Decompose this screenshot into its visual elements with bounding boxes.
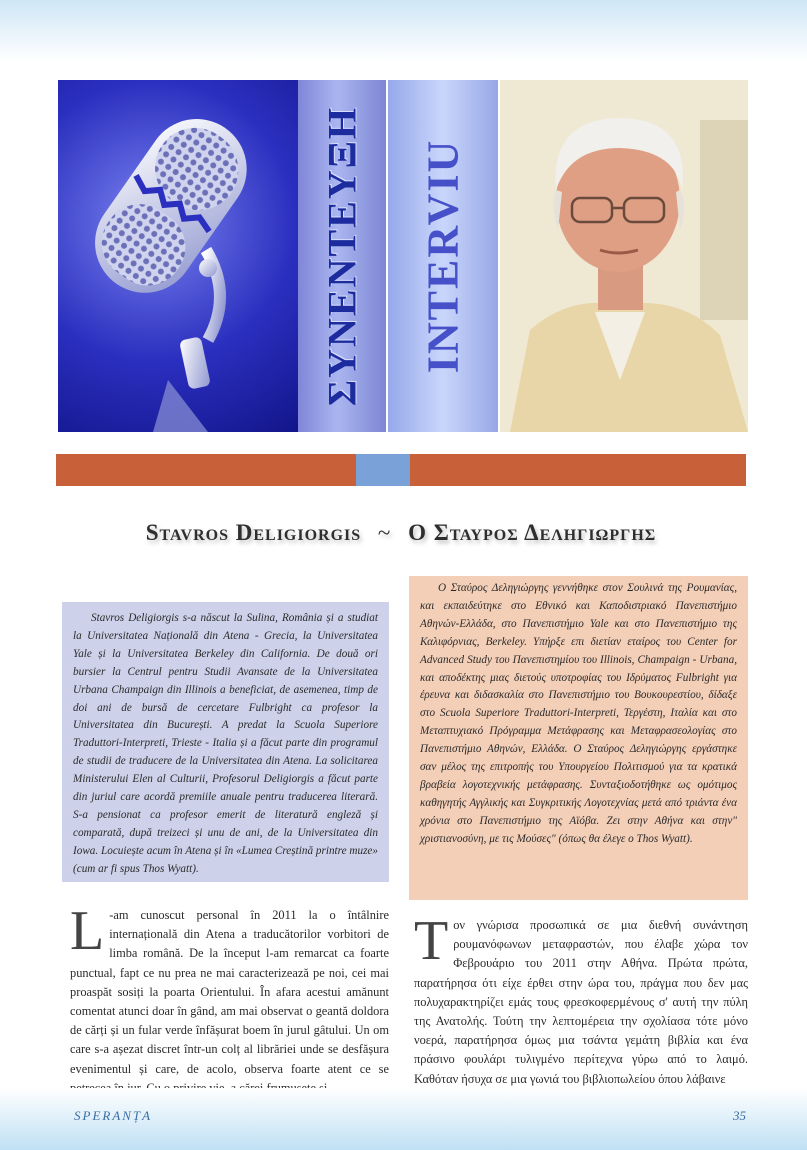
header-label-greek: ΣΥΝΕΝΤΕΥΞΗ (319, 106, 365, 406)
title-greek: Ο Σταυρος Δεληγιωργης (408, 520, 657, 545)
microphone-illustration (58, 80, 298, 432)
header-collage (58, 80, 748, 432)
title-separator: ~ (377, 520, 392, 545)
article-column-greek (414, 910, 748, 1089)
footer-page-number: 35 (733, 1108, 746, 1123)
article-column-romanian (70, 900, 389, 1098)
top-gradient-band (0, 0, 807, 62)
bio-text-romanian: Stavros Deligiorgis s-a născut la Sulina, România și a studiat la Universitatea Națională din Atena - Grecia, la Universitatea Yale și la Universitatea Berkeley din California. De două ori bursier la Centrul pentru Studii Avansate de la Universitatea Urbana Champaign din Illinois a beneficiat, de asemenea, timp de doi ani de bursă de cercetare Fulbright ca profesor la Universitatea din București. A predat la Scuola Superiore Traduttori-Interpreti, Trieste - Italia și a făcut parte din programul de studii de traducere de la Universitatea din Atena. La solicitarea Ministerului Elen al Culturii, Profesorul Deligiorgis a făcut parte din juriul care acordă premiile anuale pentru traducerea literară. S-a pensionat ca profesor emerit de literatură engleză și comparată, după treizeci și unu de ani, de la Universitatea din Iowa. Locuiește acum în Atena și în «Lumea Creștină printre muze» (cum ar fi spus Thos Wyatt). (73, 612, 378, 875)
portrait-photo (500, 80, 748, 432)
dropcap-romanian: L (70, 900, 105, 962)
decorative-orange-bar (56, 454, 746, 486)
decorative-blue-block (356, 454, 410, 486)
article-title (56, 520, 746, 546)
bio-box-greek (409, 576, 748, 900)
greek-label-bar (298, 80, 386, 432)
footer-magazine-name: SPERANȚA (74, 1108, 153, 1123)
header-label-romanian: INTERVIU (418, 138, 468, 374)
article-text-romanian: -am cunoscut personal în 2011 la o întâlnire internațională din Atena a traducătorilor vorbitori de limba română. De la început l-am remarcat ca foarte punctual, fapt ce nu prea ne mai caracterizează pe noi, cei mai proaspăt sosiți la poarta Orientului. În afara acestui amănunt comentat atunci doar în gând, am mai observat o geantă doldora de cărți și un fular verde înfășurat boem în jurul gâtului. Un om care s-a așezat discret într-un colț al librăriei unde se desfășura evenimentul și care, de acolo, observa foarte atent ce se (70, 908, 389, 1076)
romanian-label-bar (388, 80, 498, 432)
dropcap-greek: Τ (414, 910, 449, 972)
bio-box-romanian (62, 602, 389, 882)
article-text-greek: ον γνώρισα προσωπικά σε μια διεθνή συνάντηση ρουμανόφωνων μεταφραστών, που έλαβε χώρα τον Φεβρουάριο του 2011 στην Αθήνα. Πρώτα πρώτα, παρατήρησα ότι είχε έρθει στην ώρα του, πράγμα που δεν μας πολυχαρακτηρίζει εμάς τους φρεσκοφερμένους σ' αυτή την πύλη της Ανατολής. Τούτη την λεπτομέρεια την σχολίασα τότε μόνο νοερά, παρατήρησα όμως μια τσάντα γεμάτη βιβλία και ένα πράσινο φουλάρι τυλιγμένο περίτεχνα γύρω από το λαιμό. Καθόταν ήσυχα σε μια γωνιά του βιβλιοπωλείου όπου λάβαινε (414, 918, 748, 1086)
bio-text-greek: Ο Σταύρος Δεληγιώργης γεννήθηκε στον Σουλινά της Ρουμανίας, και εκπαιδεύτηκε στο Εθνικό και Καποδιστριακό Πανεπιστήμιο Αθηνών-Ελλάδα, στο Πανεπιστήμιο Yale και στο Πανεπιστήμιο της Καλιφόρνιας, Berkeley. Υπήρξε επι διετίαν εταίρος του Center for Advanced Study του Πανεπιστημίου του Illinois, Champaign - Urbana, και αποδέκτης μιας διετούς υποτροφίας του Ιδρύματος Fulbright για έρευνα και διδασκαλία στο Πανεπιστήμιο του Βουκουρεστίου, δίδαξε στο Scuola Superiore Traduttori-Interpreti, Τεργέστη, Ιταλία και στο Μεταπτυχιακό Πρόγραμμα Μετάφρασης και Μεταφρασεολογίας στο Πανεπιστήμιο Αθηνών, Ελλάδα. Ο Σταύρος Δεληγιώργης εργάστηκε σαν μέλος της επιτροπής του Υπουργείου Πολιτισμού για τα κρατικά βραβεία λογοτεχνικής μετάφρασης. Συνταξιοδοτήθηκε ως ομότιμος καθηγητής Αγγλικής και Συγκριτικής Λογοτεχνίας μετά από τριάντα ένα χρόνια στο Πανεπιστήμιο της Αϊόβα. Ζει στην Αθήνα και στην" χριστιανοσύνη, με τις Μούσες" (όπως θα έλεγε ο Thos Wyatt). (420, 582, 737, 845)
title-romanian: Stavros Deligiorgis (145, 520, 362, 545)
